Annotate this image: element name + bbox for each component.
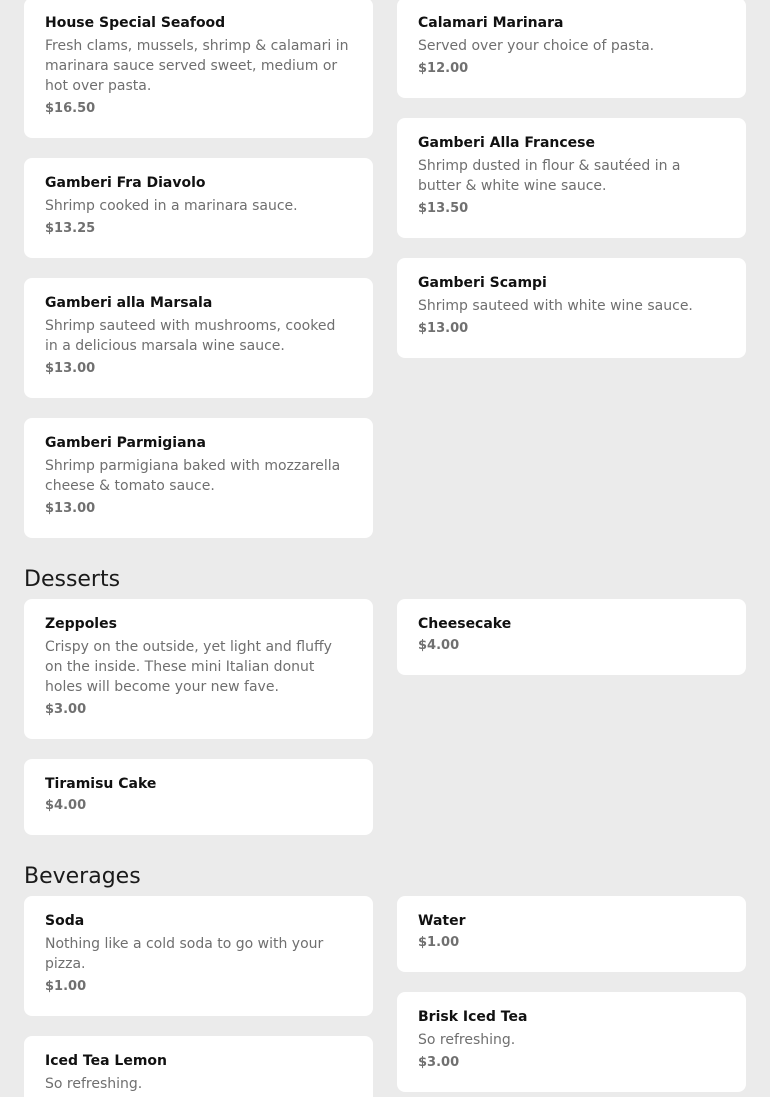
menu-item-house-special-seafood[interactable] [24,0,373,138]
item-description: Served over your choice of pasta. [418,38,655,54]
menu-item-gamberi-fra-diavolo[interactable] [24,158,373,258]
menu-item-water[interactable] [397,896,746,972]
item-name: Gamberi Scampi [418,275,547,291]
item-name: Gamberi Fra Diavolo [45,175,206,191]
menu-item-brisk-iced-tea[interactable] [397,992,746,1092]
item-name: Gamberi alla Marsala [45,295,213,311]
item-description: Crispy on the outside, yet light and fluffy on the inside. These mini Italian donut holes will become your new fave. [45,639,332,695]
item-price: $1.00 [45,979,87,994]
item-price: $1.00 [418,935,460,950]
item-name: Gamberi Alla Francese [418,135,595,151]
item-price: $13.00 [418,321,469,336]
item-name: Calamari Marinara [418,15,564,31]
item-price: $13.25 [45,221,96,236]
item-price: $16.50 [45,101,96,116]
item-description: Shrimp cooked in a marinara sauce. [45,198,298,214]
item-price: $13.50 [418,201,469,216]
item-price: $4.00 [418,638,460,653]
item-price: $3.00 [45,702,87,717]
item-price: $13.00 [45,361,96,376]
item-price: $4.00 [45,798,87,813]
item-name: Soda [45,913,85,929]
menu-item-calamari-marinara[interactable] [397,0,746,98]
menu-item-gamberi-parmigiana[interactable] [24,418,373,538]
item-description: So refreshing. [45,1076,143,1092]
item-description: Fresh clams, mussels, shrimp & calamari in marinara sauce served sweet, medium or hot over pasta. [45,38,349,94]
menu-item-gamberi-alla-francese[interactable] [397,118,746,238]
menu-item-gamberi-scampi[interactable] [397,258,746,358]
section-title-desserts: Desserts [24,567,121,592]
item-description: So refreshing. [418,1032,516,1048]
menu-item-iced-tea-lemon[interactable] [24,1036,373,1097]
item-name: Water [418,913,466,929]
section-title-beverages: Beverages [24,864,141,889]
menu-item-cheesecake[interactable] [397,599,746,675]
item-name: Zeppoles [45,616,117,632]
item-name: Brisk Iced Tea [418,1009,528,1025]
item-description: Shrimp sauteed with mushrooms, cooked in a delicious marsala wine sauce. [45,318,336,354]
item-description: Shrimp dusted in flour & sautéed in a butter & white wine sauce. [418,158,681,194]
item-name: Tiramisu Cake [45,776,157,792]
menu-item-gamberi-alla-marsala[interactable] [24,278,373,398]
menu-item-soda[interactable] [24,896,373,1016]
menu-item-tiramisu-cake[interactable] [24,759,373,835]
menu-item-zeppoles[interactable] [24,599,373,739]
item-name: Gamberi Parmigiana [45,435,206,451]
item-price: $12.00 [418,61,469,76]
item-price: $3.00 [418,1055,460,1070]
item-name: Iced Tea Lemon [45,1053,167,1069]
item-description: Shrimp sauteed with white wine sauce. [418,298,693,314]
item-description: Nothing like a cold soda to go with your pizza. [45,936,324,972]
item-name: Cheesecake [418,616,512,632]
item-name: House Special Seafood [45,15,226,31]
item-description: Shrimp parmigiana baked with mozzarella cheese & tomato sauce. [45,458,341,494]
item-price: $13.00 [45,501,96,516]
